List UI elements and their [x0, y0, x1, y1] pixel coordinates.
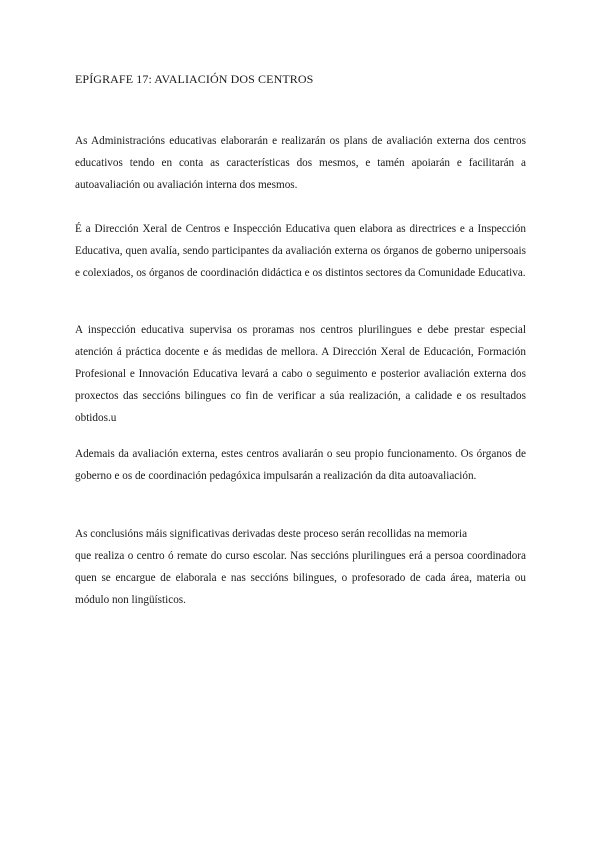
- paragraph-evaluation-plans: As Administracións educativas elaborarán e realizarán os plans de avaliación externa dos centros educativos tendo en conta as características dos mesmos, e tamén apoiarán e facilitarán a autoavaliación ou avaliación interna dos mesmos.: [75, 135, 526, 191]
- paragraph-conclusions: [75, 523, 526, 611]
- paragraph-conclusions-first-line: As conclusións máis significativas derivadas deste proceso serán recollidas na memoria: [75, 528, 468, 540]
- document-heading: EPÍGRAFE 17: AVALIACIÓN DOS CENTROS: [75, 72, 314, 86]
- paragraph-directorate-role: É a Dirección Xeral de Centros e Inspección Educativa quen elabora as directrices e a Inspección Educativa, quen avalía, sendo participantes da avaliación externa os órganos de goberno unipersoais e colexiados, os órganos de coordinación didáctica e os distintos sectores da Comunidade Educativa.: [75, 223, 526, 279]
- paragraph-conclusions-rest: que realiza o centro ó remate do curso escolar. Nas seccións plurilingues erá a persoa coordinadora quen se encargue de elaborala e nas seccións bilingues, o profesorado de cada área, materia ou módulo non lingüísticos.: [75, 550, 526, 606]
- paragraph-inspection: A inspección educativa supervisa os proramas nos centros plurilingues e debe prestar especial atención á práctica docente e ás medidas de mellora. A Dirección Xeral de Educación, Formación Profesional e Innovación Educativa levará a cabo o seguimento e posterior avaliación externa dos proxectos das seccións bilingues co fin de verificar a súa realización, a calidade e os resultados obtidos.u: [75, 324, 526, 424]
- paragraph-self-evaluation: Ademais da avaliación externa, estes centros avaliarán o seu propio funcionamento. Os órganos de goberno e os de coordinación pedagóxica impulsarán a realización da dita autoavaliación.: [75, 448, 526, 482]
